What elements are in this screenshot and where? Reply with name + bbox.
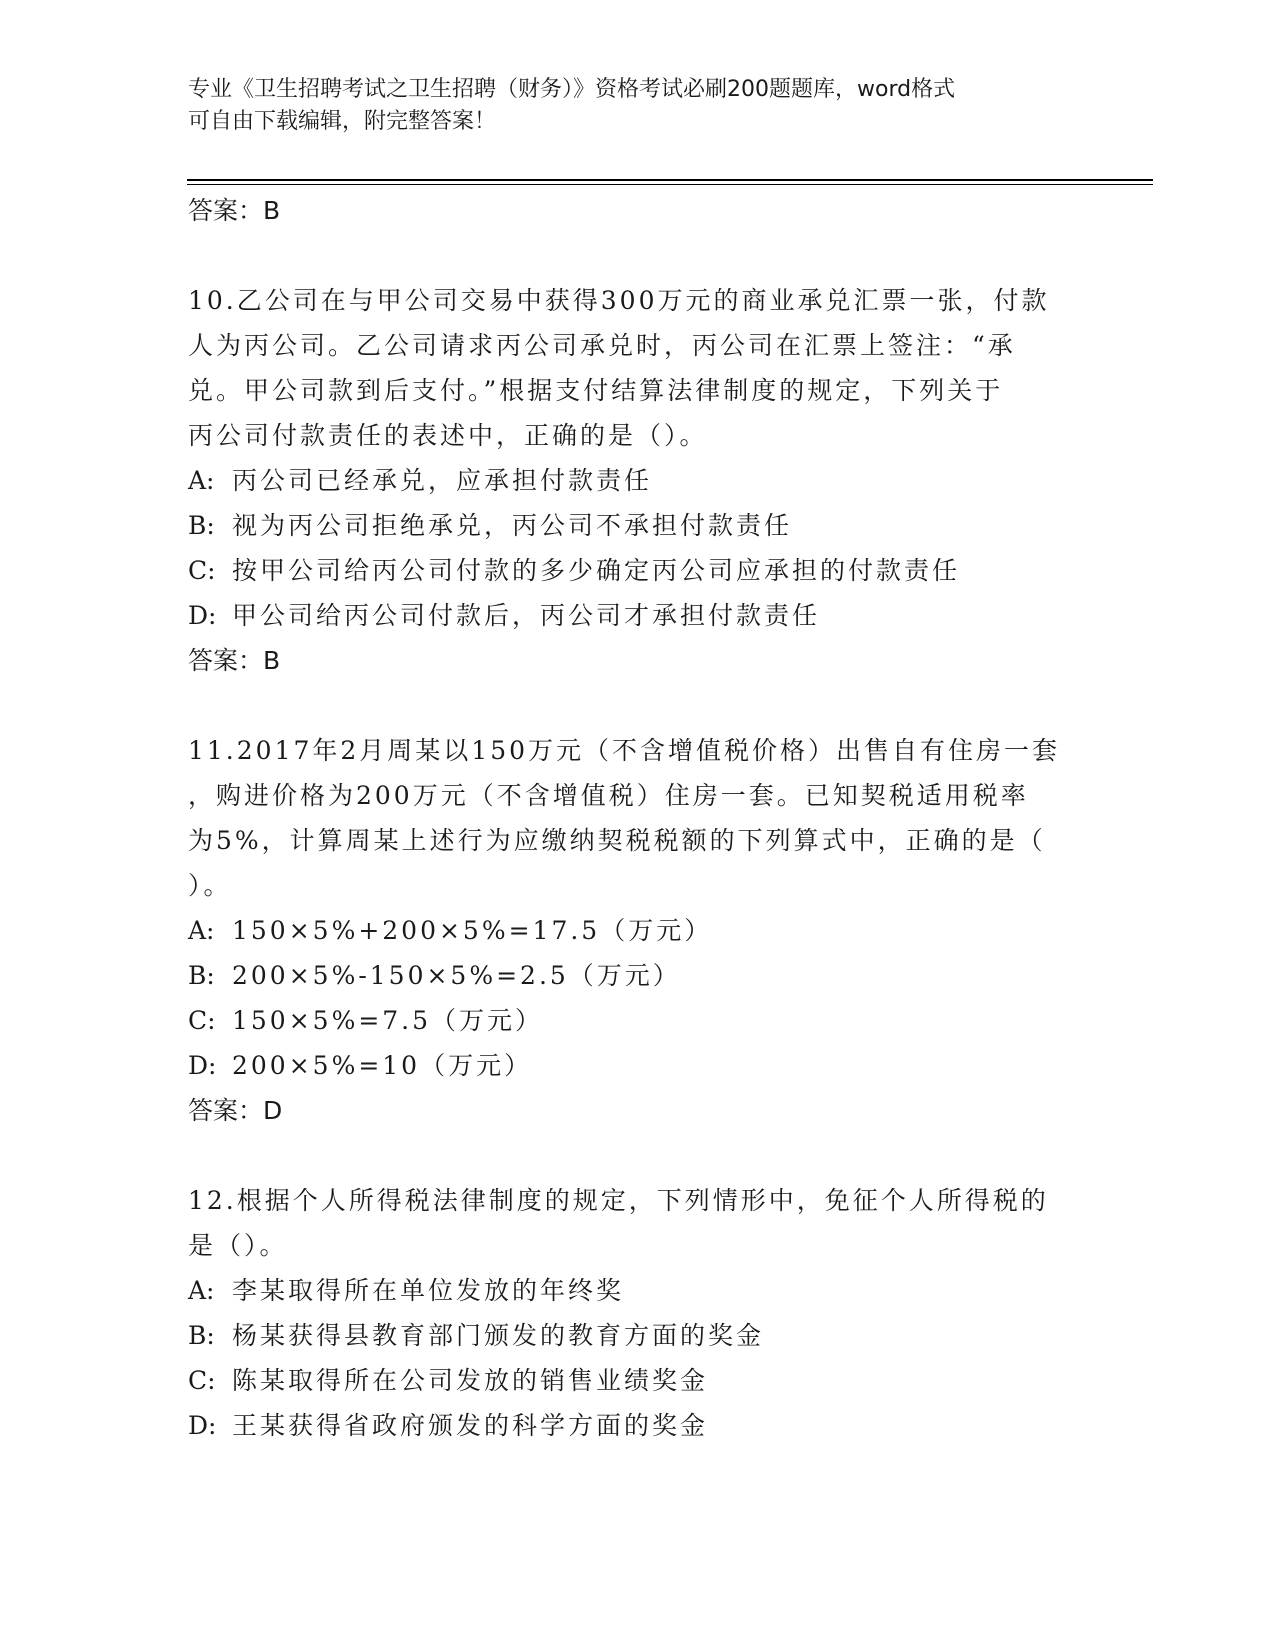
option-text: 按甲公司给丙公司付款的多少确定丙公司应承担的付款责任 [232, 556, 961, 585]
question-line: 为5%，计算周某上述行为应缴纳契税税额的下列算式中，正确的是（ [188, 826, 1046, 855]
document-body [188, 188, 1088, 1448]
question-text [188, 1178, 1088, 1268]
question-text [188, 728, 1088, 908]
question-line: 丙公司付款责任的表述中，正确的是（）。 [188, 421, 708, 450]
option-letter: A: [188, 466, 215, 495]
option-c [188, 548, 1088, 593]
question-11 [188, 728, 1088, 1133]
option-a [188, 908, 1088, 953]
answer-11: 答案：D [188, 1096, 283, 1125]
question-line: 兑。甲公司款到后支付。”根据支付结算法律制度的规定，下列关于 [188, 376, 1004, 405]
option-letter: D: [188, 1411, 217, 1440]
question-line: 是（）。 [188, 1231, 288, 1260]
question-line: ）。 [188, 871, 232, 900]
answer-9: 答案：B [188, 196, 281, 225]
option-letter: B: [188, 961, 215, 990]
header-line-1: 专业《卫生招聘考试之卫生招聘（财务）》资格考试必刷200题题库，word格式 [188, 77, 956, 102]
question-12 [188, 1178, 1088, 1448]
option-c [188, 998, 1088, 1043]
option-text: 甲公司给丙公司付款后，丙公司才承担付款责任 [232, 601, 821, 630]
option-letter: A: [188, 1276, 215, 1305]
option-letter: D: [188, 1051, 217, 1080]
option-text: 陈某取得所在公司发放的销售业绩奖金 [232, 1366, 709, 1395]
question-10 [188, 278, 1088, 683]
option-text: 200×5%=10（万元） [232, 1051, 533, 1080]
option-letter: D: [188, 601, 217, 630]
page-header [188, 74, 1068, 138]
header-divider-thin [187, 184, 1153, 185]
question-line: 12.根据个人所得税法律制度的规定，下列情形中，免征个人所得税的 [188, 1186, 1049, 1215]
option-letter: C: [188, 1006, 216, 1035]
option-letter: B: [188, 1321, 215, 1350]
option-letter: B: [188, 511, 215, 540]
option-letter: C: [188, 1366, 216, 1395]
option-a [188, 1268, 1088, 1313]
option-letter: C: [188, 556, 216, 585]
option-text: 王某获得省政府颁发的科学方面的奖金 [232, 1411, 709, 1440]
option-letter: A: [188, 916, 215, 945]
option-b [188, 953, 1088, 998]
header-line-2: 可自由下载编辑，附完整答案！ [188, 109, 497, 134]
option-a [188, 458, 1088, 503]
answer-10: 答案：B [188, 646, 281, 675]
option-text: 视为丙公司拒绝承兑，丙公司不承担付款责任 [232, 511, 793, 540]
option-text: 150×5%+200×5%=17.5（万元） [232, 916, 713, 945]
question-line: 11.2017年2月周某以150万元（不含增值税价格）出售自有住房一套 [188, 736, 1061, 765]
header-divider-thick [187, 179, 1153, 181]
option-text: 200×5%-150×5%=2.5（万元） [232, 961, 681, 990]
option-text: 李某取得所在单位发放的年终奖 [232, 1276, 625, 1305]
question-line: ，购进价格为200万元（不含增值税）住房一套。已知契税适用税率 [188, 781, 1029, 810]
option-d [188, 1043, 1088, 1088]
option-d [188, 1403, 1088, 1448]
option-text: 丙公司已经承兑，应承担付款责任 [232, 466, 653, 495]
option-text: 杨某获得县教育部门颁发的教育方面的奖金 [232, 1321, 765, 1350]
question-line: 人为丙公司。乙公司请求丙公司承兑时，丙公司在汇票上签注：“承 [188, 331, 1016, 360]
option-text: 150×5%=7.5（万元） [232, 1006, 544, 1035]
question-text [188, 278, 1088, 458]
option-d [188, 593, 1088, 638]
option-b [188, 503, 1088, 548]
option-c [188, 1358, 1088, 1403]
option-b [188, 1313, 1088, 1358]
question-line: 10.乙公司在与甲公司交易中获得300万元的商业承兑汇票一张，付款 [188, 286, 1050, 315]
